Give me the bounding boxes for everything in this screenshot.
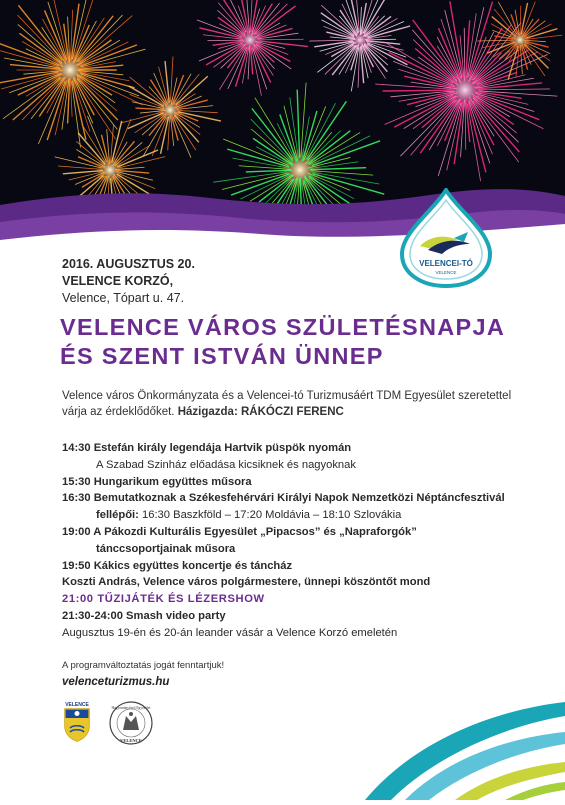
logo-brand: VELENCEI-TÓ bbox=[419, 259, 473, 268]
title-line-1: VELENCE VÁROS SZÜLETÉSNAPJA bbox=[60, 314, 506, 340]
seal-top-text: Hagyományőrző Egyesület bbox=[111, 706, 151, 710]
program-row-label: fellépői: bbox=[96, 509, 139, 522]
seal-icon bbox=[108, 700, 154, 746]
program-row: 19:50 Kákics együttes koncertje és táncház bbox=[62, 559, 293, 572]
program-row: Augusztus 19-én és 20-án leander vásár a Velence Korzó emeletén bbox=[62, 626, 398, 639]
highlight-label: TŰZIJÁTÉK ÉS LÉZERSHOW bbox=[93, 593, 265, 606]
program-row: A Szabad Szinház előadása kicsiknek és nagyoknak bbox=[96, 458, 356, 471]
title-line-2: ÉS SZENT ISTVÁN ÜNNEP bbox=[60, 343, 384, 369]
decorative-swoosh bbox=[305, 680, 565, 800]
firework-glow bbox=[95, 155, 125, 185]
velencei-to-logo bbox=[398, 188, 494, 288]
program-row: 16:30 Bemutatkoznak a Székesfehérvári Királyi Napok Nemzetközi Néptáncfesztivál bbox=[62, 492, 505, 505]
website-link[interactable]: velenceturizmus.hu bbox=[62, 676, 170, 688]
program-row bbox=[62, 507, 552, 524]
highlight-time: 21:00 bbox=[62, 593, 94, 606]
firework-streak bbox=[207, 40, 243, 41]
program-row-highlight bbox=[62, 591, 552, 608]
event-venue: VELENCE KORZÓ, bbox=[62, 274, 174, 288]
program-row: 19:00 A Pákozdi Kulturális Egyesület „Pipacsos” és „Napraforgók” bbox=[62, 525, 417, 538]
program-list bbox=[62, 440, 552, 642]
intro-text bbox=[62, 388, 532, 420]
crest-text: VELENCE bbox=[65, 702, 89, 708]
event-date: 2016. AUGUSZTUS 20. bbox=[62, 257, 195, 271]
firework-streak bbox=[383, 90, 453, 91]
host-label: Házigazda: RÁKÓCZI FERENC bbox=[177, 406, 344, 418]
logo-sub: VELENCE bbox=[435, 270, 457, 275]
velence-crest-icon bbox=[62, 700, 92, 742]
program-row: 21:30-24:00 Smash video party bbox=[62, 609, 226, 622]
program-row: 15:30 Hungarikum együttes műsora bbox=[62, 475, 252, 488]
program-row: Koszti András, Velence város polgármestere, ünnepi köszöntőt mond bbox=[62, 576, 431, 589]
event-info bbox=[62, 256, 195, 307]
program-row-detail: 16:30 Baszkföld – 17:20 Moldávia – 18:10 Szlovákia bbox=[138, 509, 402, 522]
program-row: 14:30 Estefán király legendája Hartvik püspök nyomán bbox=[62, 442, 352, 454]
disclaimer: A programváltoztatás jogát fenntartjuk! bbox=[62, 660, 225, 671]
program-row: tánccsoportjainak műsora bbox=[96, 542, 236, 555]
seal-bottom-text: VELENCE bbox=[120, 738, 142, 743]
event-address: Velence, Tópart u. 47. bbox=[62, 291, 185, 305]
intro-body: Velence város Önkormányzata és a Velencei-tó Turizmusáért TDM Egyesület szeretettel várja az érdeklődőket. bbox=[62, 390, 512, 418]
page-title bbox=[60, 313, 505, 371]
